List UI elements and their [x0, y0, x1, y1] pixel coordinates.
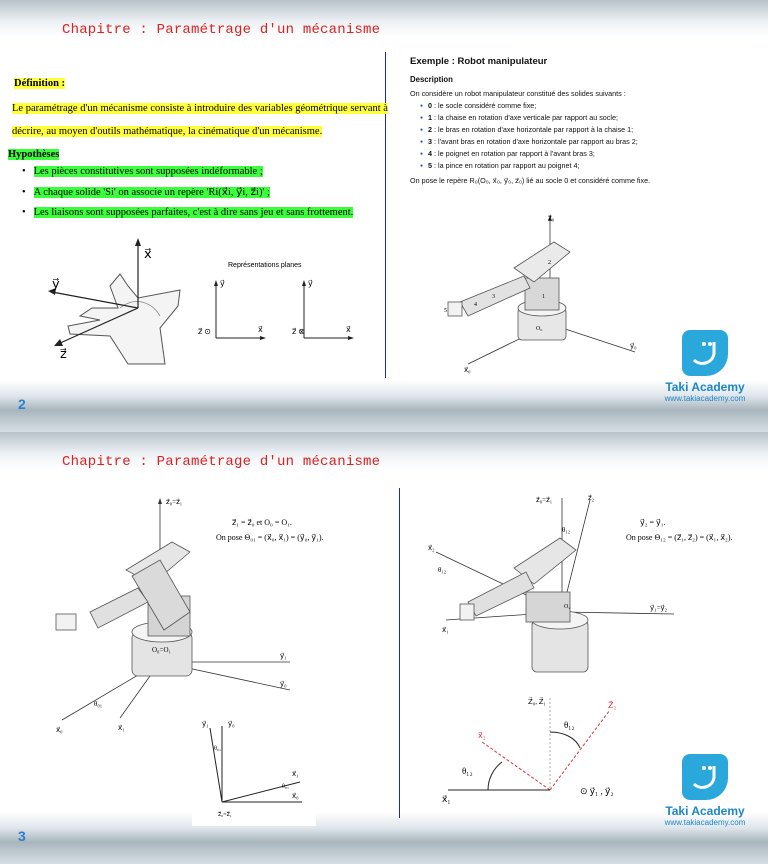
definition-block — [8, 78, 388, 218]
svg-text:θ₁₂: θ₁₂ — [564, 720, 575, 730]
column-divider — [399, 488, 400, 818]
y-axis-label: y⃗ — [52, 276, 60, 291]
svg-text:⊙ y⃗₁ , y⃗₂: ⊙ y⃗₁ , y⃗₂ — [580, 786, 614, 796]
hypotheses-heading: Hypothèses — [8, 149, 60, 160]
svg-text:x⃗: x⃗ — [346, 325, 351, 334]
page-number: 2 — [18, 396, 26, 412]
svg-text:Z⃗₂: Z⃗₂ — [608, 701, 617, 710]
definition-heading: Définition : — [14, 78, 66, 89]
taki-academy-logo: Taki Academy www.takiacademy.com — [664, 754, 746, 827]
svg-text:x⃗₁: x⃗₁ — [118, 724, 125, 732]
svg-text:O₀=O₁: O₀=O₁ — [152, 646, 171, 654]
svg-text:θ₀₁: θ₀₁ — [94, 700, 103, 708]
svg-text:x⃗₀: x⃗₀ — [292, 792, 299, 800]
svg-text:y⃗₁: y⃗₁ — [202, 720, 209, 728]
list-item: ● 1 : la chaise en rotation d'axe verticale par rapport au socle; — [420, 113, 710, 122]
slide-page-3 — [0, 432, 768, 864]
svg-text:y⃗₀: y⃗₀ — [630, 342, 637, 350]
into-plane-symbol: z⃗ ⊗ — [292, 327, 305, 336]
svg-text:θ₁₂: θ₁₂ — [562, 526, 571, 534]
logo-icon — [682, 330, 728, 376]
list-item: ● 3 : l'avant bras en rotation d'axe horizontale par rapport au bras 2; — [420, 137, 710, 146]
svg-text:y⃗: y⃗ — [220, 279, 225, 288]
svg-text:z⃗₀=z⃗₁: z⃗₀=z⃗₁ — [166, 498, 183, 506]
solids-list — [410, 101, 710, 170]
svg-text:y⃗₁: y⃗₁ — [280, 652, 287, 660]
taki-academy-logo: Taki Academy www.takiacademy.com — [664, 330, 746, 403]
hand-rule-diagram — [40, 236, 190, 366]
z-axis-label: z⃗ — [60, 346, 67, 361]
svg-text:4: 4 — [474, 302, 477, 308]
svg-text:x⃗: x⃗ — [258, 325, 263, 334]
svg-text:x⃗₁: x⃗₁ — [442, 794, 451, 804]
list-item: ● 0 : le socle considéré comme fixe; — [420, 101, 710, 110]
svg-text:3: 3 — [492, 294, 495, 300]
planar-rotation-01 — [192, 716, 316, 826]
svg-text:O₂: O₂ — [564, 604, 571, 610]
right-equations: y⃗₂ = y⃗₁. On pose Θ₁₂ = (z⃗₁, z⃗₂) = (x⃗₁, x⃗₂). — [626, 518, 733, 542]
chapter-title: Chapitre : Paramétrage d'un mécanisme — [62, 454, 381, 470]
svg-text:z⃗₀=z⃗₁: z⃗₀=z⃗₁ — [218, 812, 232, 818]
example-block — [410, 56, 710, 185]
svg-text:y⃗₀: y⃗₀ — [228, 720, 235, 728]
svg-text:y⃗₁=y⃗₂: y⃗₁=y⃗₂ — [650, 604, 668, 612]
svg-text:1: 1 — [542, 294, 545, 300]
svg-text:θ₁₂: θ₁₂ — [462, 766, 473, 776]
description-heading: Description — [410, 75, 453, 84]
list-item: ● 2 : le bras en rotation d'axe horizontale par rapport à la chaise 1; — [420, 125, 710, 134]
svg-text:x⃗₁: x⃗₁ — [292, 770, 299, 778]
robot-diagram — [430, 212, 660, 378]
svg-text:O₀: O₀ — [536, 326, 543, 332]
list-item: ● 5 : la pince en rotation par rapport au poignet 4; — [420, 161, 710, 170]
example-title: Exemple : Robot manipulateur — [410, 56, 548, 67]
svg-text:θ₀₁: θ₀₁ — [214, 746, 222, 752]
frame-definition: On pose le repère R₀(O₀, x⃗₀, y⃗₀, z⃗₀) lié au socle 0 et considéré comme fixe. — [410, 176, 651, 185]
svg-text:2: 2 — [548, 260, 551, 266]
hypothesis-item: • A chaque solide 'Si' on associe un repère 'Ri(x⃗i, y⃗i, z⃗i)' ; — [22, 187, 270, 198]
planar-representations — [196, 276, 366, 346]
svg-text:x⃗₀: x⃗₀ — [464, 366, 471, 374]
handwritten-rotation-sketch — [432, 694, 632, 810]
hypothesis-item: • Les pièces constitutives sont supposées indéformable ; — [22, 166, 263, 177]
svg-text:z⃗₀: z⃗₀ — [548, 214, 555, 222]
svg-text:5: 5 — [444, 308, 447, 314]
out-of-plane-symbol: z⃗ ⊙ — [198, 327, 211, 336]
list-item: ● 4 : le poignet en rotation par rapport à l'avant bras 3; — [420, 149, 710, 158]
svg-text:x⃗₀: x⃗₀ — [56, 726, 63, 734]
robot-rotation-12-diagram — [428, 492, 678, 702]
hypothesis-item: • Les liaisons sont supposées parfaites, c'est à dire sans jeu et sans frottement. — [22, 207, 354, 218]
svg-text:θ₀₁: θ₀₁ — [282, 784, 290, 790]
svg-text:y⃗₀: y⃗₀ — [280, 680, 287, 688]
svg-text:x⃗₂: x⃗₂ — [478, 731, 486, 740]
definition-line-2: décrire, au moyen d'outils mathématique, la cinématique d'un mécanisme. — [12, 126, 323, 137]
svg-text:θ₁₂: θ₁₂ — [438, 566, 447, 574]
svg-text:z⃗₀=z⃗₁: z⃗₀=z⃗₁ — [536, 496, 553, 504]
svg-text:y⃗: y⃗ — [308, 279, 313, 288]
planar-title: Représentations planes — [228, 262, 302, 269]
logo-icon — [682, 754, 728, 800]
svg-text:x⃗₂: x⃗₂ — [428, 544, 435, 552]
svg-text:z⃗₂: z⃗₂ — [588, 494, 595, 502]
svg-text:x⃗₁: x⃗₁ — [442, 626, 449, 634]
x-axis-label: x⃗ — [144, 246, 152, 261]
svg-text:Z⃗₀, Z⃗₁: Z⃗₀, Z⃗₁ — [528, 698, 546, 706]
page-number: 3 — [18, 828, 26, 844]
description-intro: On considère un robot manipulateur constitué des solides suivants : — [410, 89, 626, 98]
left-equations: z⃗₁ = z⃗₀ et O₀ = O₁. On pose Θ₀₁ = (x⃗₀, x⃗₁) = (y⃗₀, y⃗₁). — [216, 518, 324, 542]
chapter-title: Chapitre : Paramétrage d'un mécanisme — [62, 22, 381, 38]
robot-rotation-01-diagram — [40, 492, 310, 742]
definition-line-1: Le paramétrage d'un mécanisme consiste à introduire des variables géométrique servant à — [12, 103, 388, 114]
